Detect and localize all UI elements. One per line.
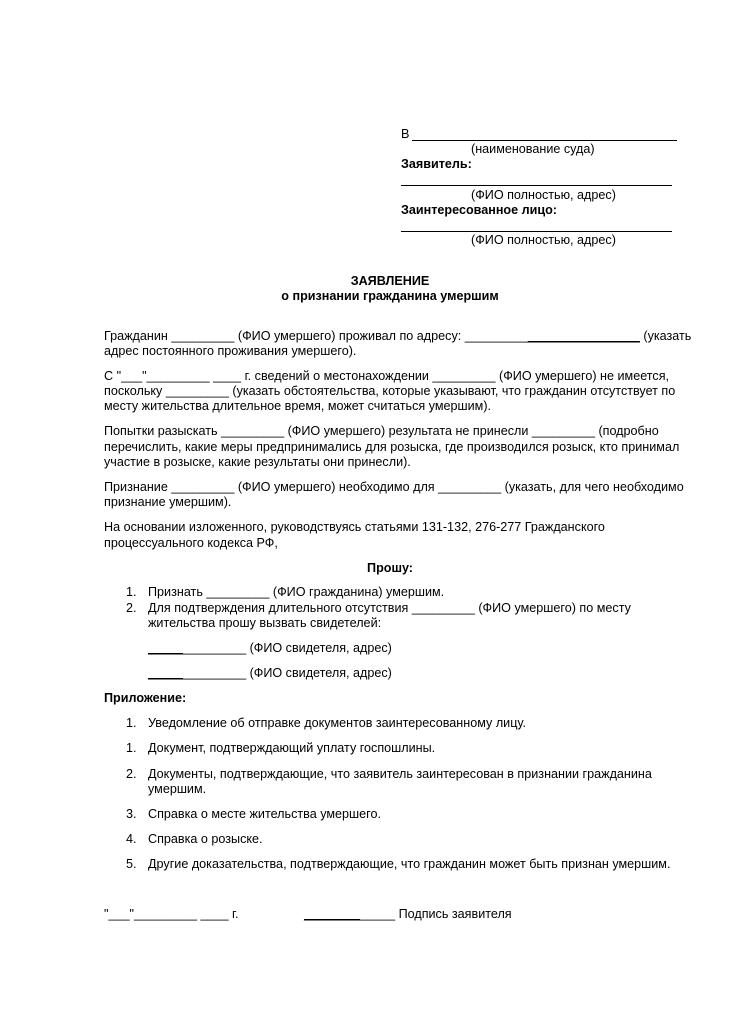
request-item-number: 1. <box>126 585 137 599</box>
applicant-label: Заявитель: <box>401 157 472 171</box>
attachment-text: Другие доказательства, подтверждающие, что гражданин может быть признан умершим. <box>148 857 671 871</box>
request-item-text-cont: жительства прошу вызвать свидетелей: <box>148 616 382 630</box>
interested-hint: (ФИО полностью, адрес) <box>471 233 616 247</box>
court-line <box>412 140 677 141</box>
request-item-text: Для подтверждения длительного отсутствия _________ (ФИО умершего) по месту <box>148 601 631 615</box>
paragraph-3-line-3: участие в розыске, какие результаты они принесли). <box>104 455 411 469</box>
witness-2: ______________ (ФИО свидетеля, адрес) <box>148 666 392 680</box>
request-item-number: 2. <box>126 601 137 615</box>
paragraph-4-line-1: Признание _________ (ФИО умершего) необходимо для _________ (указать, для чего необходимо <box>104 480 684 494</box>
applicant-line <box>401 185 672 186</box>
request-item-text: Признать _________ (ФИО гражданина) умершим. <box>148 585 445 599</box>
witness-1: ______________ (ФИО свидетеля, адрес) <box>148 641 392 655</box>
attachment-text: Документ, подтверждающий уплату госпошлины. <box>148 741 436 755</box>
attachment-number: 3. <box>126 807 137 821</box>
paragraph-3-line-2: перечислить, какие меры предпринимались для розыска, где производился розыск, кто принимал <box>104 440 680 454</box>
document-title: ЗАЯВЛЕНИЕ <box>350 274 430 288</box>
paragraph-3-line-1: Попытки разыскать _________ (ФИО умершего) результата не принесли _________ (подробно <box>104 424 659 438</box>
interested-label: Заинтересованное лицо: <box>401 203 558 217</box>
paragraph-5-line-2: процессуального кодекса РФ, <box>104 536 278 550</box>
paragraph-2-line-2: поскольку _________ (указать обстоятельства, которые указывают, что гражданин отсутствует по <box>104 384 676 398</box>
attachment-text: Справка о месте жительства умершего. <box>148 807 381 821</box>
attachment-text: Уведомление об отправке документов заинтересованному лицу. <box>148 716 526 730</box>
paragraph-1-line-1: Гражданин _________ (ФИО умершего) проживал по адресу: _________________________ (указать <box>104 329 692 343</box>
request-heading: Прошу: <box>367 561 413 575</box>
attachment-number: 1. <box>126 716 137 730</box>
attachment-text-cont: умершим. <box>148 782 207 796</box>
attachment-number: 2. <box>126 767 137 781</box>
court-prefix: В <box>401 127 410 141</box>
attachment-text: Справка о розыске. <box>148 832 263 846</box>
paragraph-5-line-1: На основании изложенного, руководствуясь статьями 131-132, 276-277 Гражданского <box>104 520 605 534</box>
attachment-number: 1. <box>126 741 137 755</box>
paragraph-4-line-2: признание умершим). <box>104 495 232 509</box>
applicant-hint: (ФИО полностью, адрес) <box>471 188 616 202</box>
attachment-text: Документы, подтверждающие, что заявитель заинтересован в признании гражданина <box>148 767 652 781</box>
attachment-number: 5. <box>126 857 137 871</box>
attachments-heading: Приложение: <box>104 691 187 705</box>
paragraph-2-line-3: месту жительства длительное время, может считаться умершим). <box>104 399 492 413</box>
paragraph-2-line-1: С "___"_________ ____ г. сведений о местонахождении _________ (ФИО умершего) не имеется, <box>104 369 670 383</box>
paragraph-1-line-2: адрес постоянного проживания умершего). <box>104 344 357 358</box>
court-hint: (наименование суда) <box>471 142 595 156</box>
interested-line <box>401 231 672 232</box>
attachment-number: 4. <box>126 832 137 846</box>
date-field: "___"_________ ____ г. <box>104 907 239 921</box>
document-subtitle: о признании гражданина умершим <box>281 289 499 303</box>
signature-field: _____________ Подпись заявителя <box>304 907 512 921</box>
